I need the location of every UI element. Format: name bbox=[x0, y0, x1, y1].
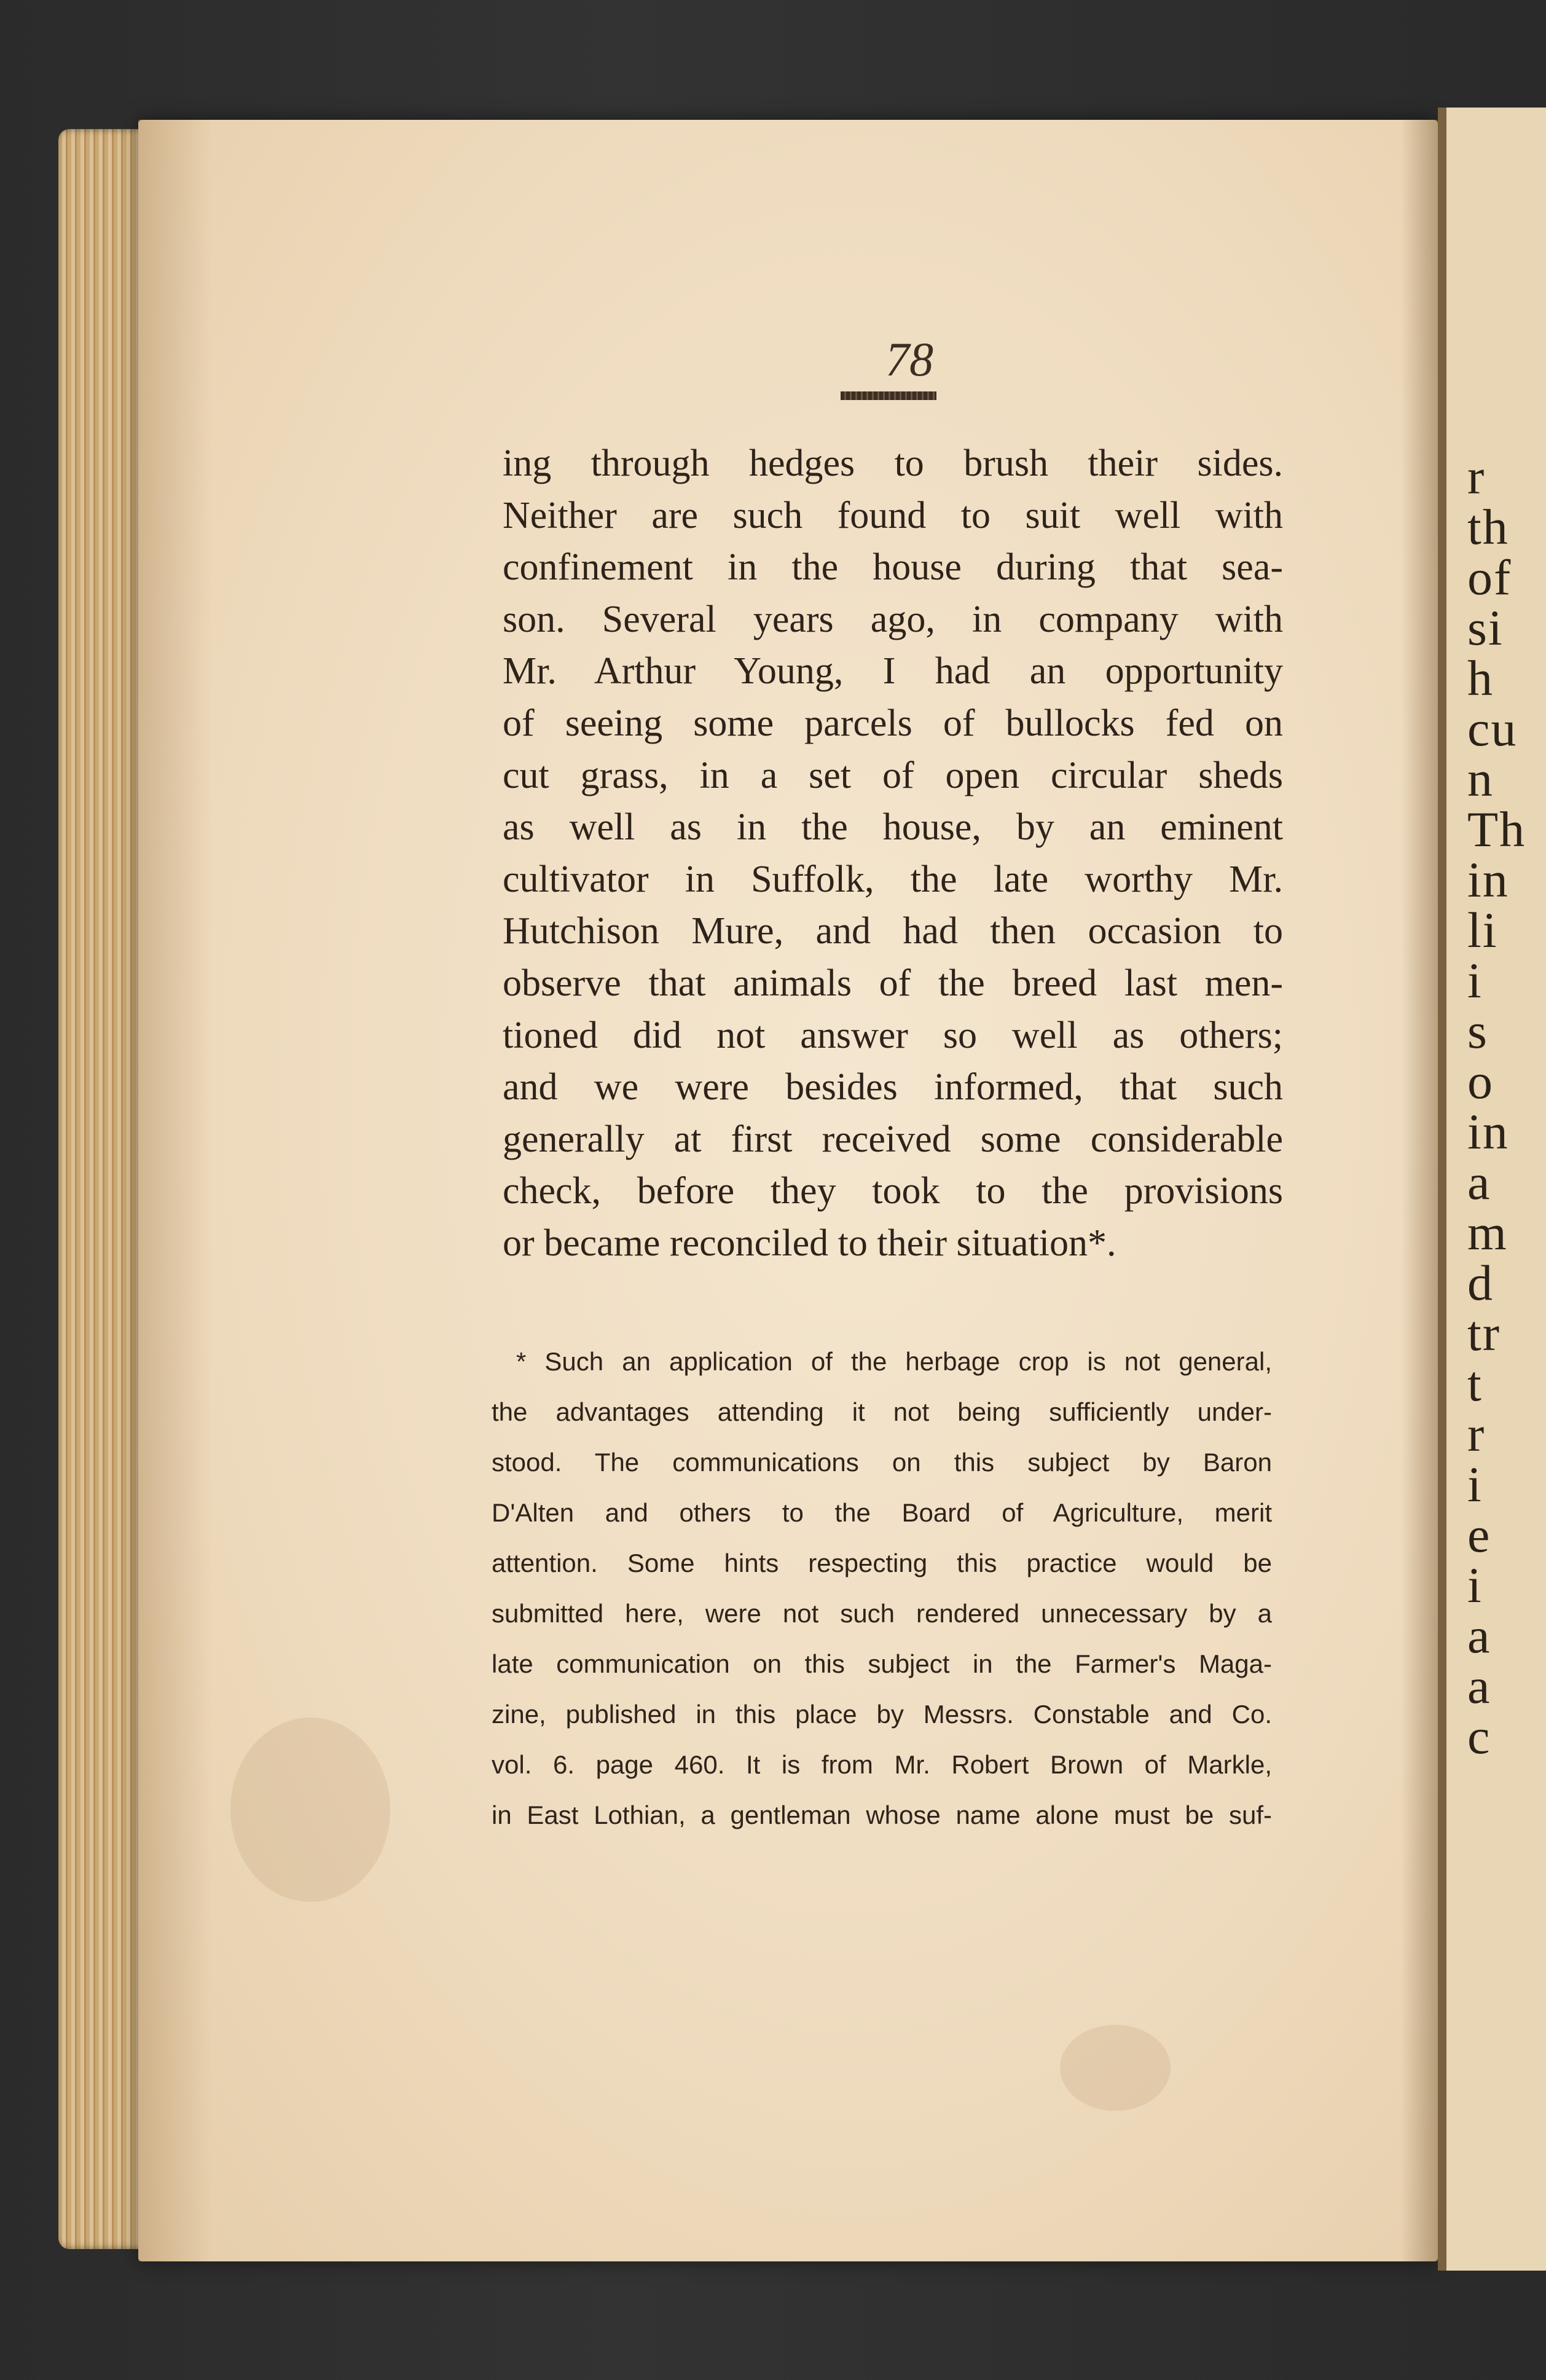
facing-page-fragment: in bbox=[1467, 852, 1509, 908]
facing-page-fragment: o bbox=[1467, 1053, 1494, 1109]
facing-page-fragment: in bbox=[1467, 1104, 1509, 1160]
text-line: Neither are such found to suit well with bbox=[503, 494, 1283, 536]
facing-page-fragment: a bbox=[1467, 1608, 1491, 1663]
text-line: Mr. Arthur Young, I had an opportunity bbox=[503, 650, 1283, 693]
facing-page-fragment: si bbox=[1467, 600, 1504, 656]
page-number: 78 bbox=[885, 332, 933, 386]
footnote-line: * Such an application of the herbage crop is not general, bbox=[516, 1347, 1272, 1376]
facing-page-fragment: c bbox=[1467, 1708, 1491, 1764]
paper-stain bbox=[1060, 2025, 1171, 2111]
footnote-line: the advantages attending it not being sufficiently under- bbox=[492, 1397, 1272, 1426]
facing-page-fragment: h bbox=[1467, 650, 1494, 706]
facing-page-fragment: a bbox=[1467, 1658, 1491, 1714]
facing-page-fragment: Th bbox=[1467, 801, 1526, 857]
facing-page-fragment: r bbox=[1467, 1406, 1486, 1462]
facing-page-fragment: s bbox=[1467, 1003, 1488, 1059]
facing-page-fragment: li bbox=[1467, 902, 1498, 958]
facing-page-fragment: e bbox=[1467, 1507, 1491, 1563]
text-line: generally at first received some considerable bbox=[503, 1118, 1283, 1160]
main-text-block bbox=[503, 438, 1283, 1270]
text-line: cut grass, in a set of open circular sheds bbox=[503, 754, 1283, 796]
header-rule bbox=[841, 391, 936, 400]
text-line: son. Several years ago, in company with bbox=[503, 598, 1283, 640]
facing-page-fragment: n bbox=[1467, 751, 1494, 807]
footnote-line: in East Lothian, a gentleman whose name alone must be suf- bbox=[492, 1801, 1272, 1829]
text-line: observe that animals of the breed last men- bbox=[503, 962, 1283, 1004]
paper-stain bbox=[230, 1718, 390, 1902]
footnote-line: zine, published in this place by Messrs. Constable and Co. bbox=[492, 1700, 1272, 1729]
footnote-line: late communication on this subject in the Farmer's Maga- bbox=[492, 1649, 1272, 1678]
page-gutter-shadow-right bbox=[1401, 120, 1438, 2261]
text-line: and we were besides informed, that such bbox=[503, 1066, 1283, 1109]
text-line: Hutchison Mure, and had then occasion to bbox=[503, 910, 1283, 952]
footnote-line: attention. Some hints respecting this practice would be bbox=[492, 1549, 1272, 1577]
text-line: of seeing some parcels of bullocks fed on bbox=[503, 702, 1283, 744]
text-line: check, before they took to the provisions bbox=[503, 1170, 1283, 1212]
page-gutter-shadow-left bbox=[138, 120, 212, 2261]
text-line: tioned did not answer so well as others; bbox=[503, 1014, 1283, 1056]
facing-page-fragment: m bbox=[1467, 1204, 1508, 1260]
text-line: cultivator in Suffolk, the late worthy Mr. bbox=[503, 858, 1283, 900]
text-line: ing through hedges to brush their sides. bbox=[503, 442, 1283, 484]
facing-page-fragment: t bbox=[1467, 1356, 1483, 1412]
facing-page-fragment: d bbox=[1467, 1255, 1494, 1311]
footnote-line: submitted here, were not such rendered unnecessary by a bbox=[492, 1599, 1272, 1628]
facing-page-fragment: of bbox=[1467, 549, 1512, 605]
text-line: or became reconciled to their situation*. bbox=[503, 1222, 1116, 1264]
facing-page-fragment: a bbox=[1467, 1154, 1491, 1210]
footnote-line: D'Alten and others to the Board of Agriculture, merit bbox=[492, 1498, 1272, 1527]
facing-page-fragment: th bbox=[1467, 499, 1509, 555]
facing-page-fragment: cu bbox=[1467, 701, 1518, 756]
facing-page-fragment: tr bbox=[1467, 1305, 1501, 1361]
facing-page-fragment: r bbox=[1467, 449, 1486, 505]
facing-page-fragment: i bbox=[1467, 1456, 1483, 1512]
facing-page bbox=[1438, 108, 1546, 2271]
text-line: as well as in the house, by an eminent bbox=[503, 806, 1283, 849]
footnote-line: stood. The communications on this subject by Baron bbox=[492, 1448, 1272, 1477]
text-line: confinement in the house during that sea- bbox=[503, 546, 1283, 589]
footnote-block bbox=[492, 1337, 1272, 1840]
facing-page-fragments bbox=[1467, 449, 1546, 1764]
footnote-line: vol. 6. page 460. It is from Mr. Robert Brown of Markle, bbox=[492, 1750, 1272, 1779]
facing-page-fragment: i bbox=[1467, 1557, 1483, 1613]
facing-page-fragment: i bbox=[1467, 952, 1483, 1008]
